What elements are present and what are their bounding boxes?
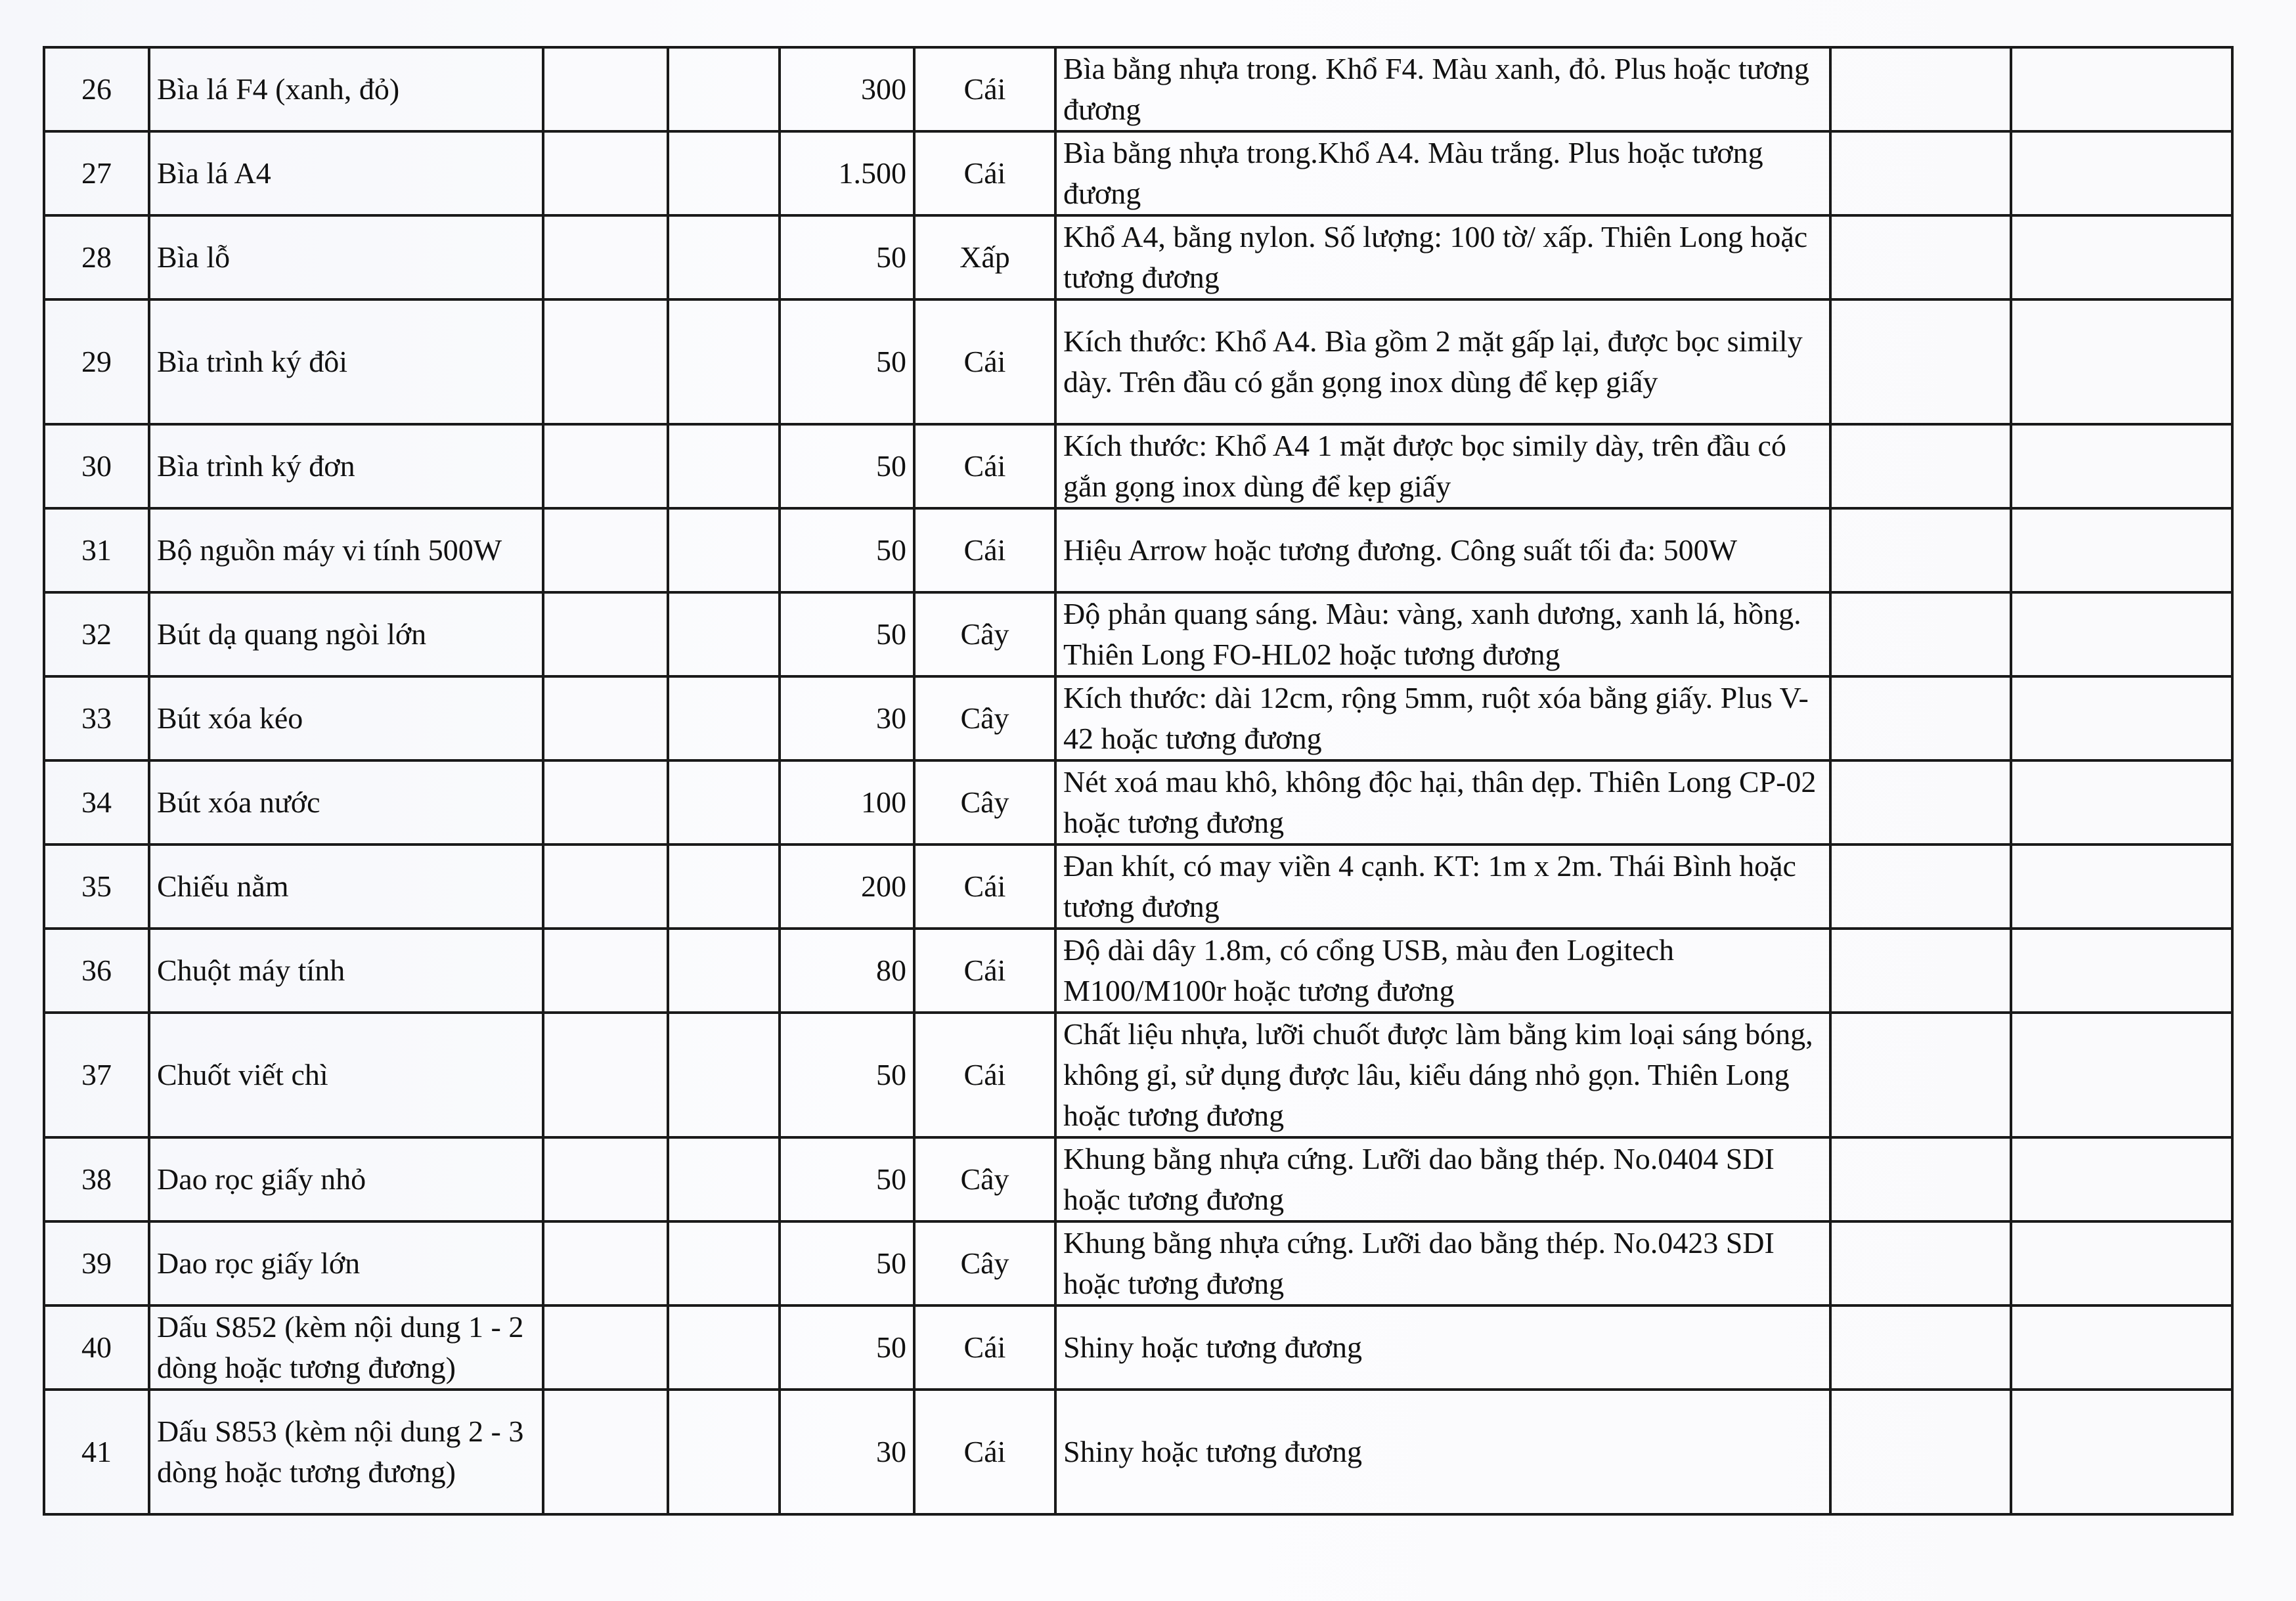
empty-cell bbox=[1830, 508, 2011, 592]
quantity-cell: 300 bbox=[780, 47, 914, 131]
unit-cell: Cái bbox=[914, 1305, 1055, 1390]
table-row bbox=[44, 1013, 2232, 1137]
row-number-cell: 40 bbox=[44, 1305, 149, 1390]
unit-cell: Cây bbox=[914, 1137, 1055, 1221]
specification-cell: Độ dài dây 1.8m, có cổng USB, màu đen Logitech M100/M100r hoặc tương đương bbox=[1055, 929, 1830, 1013]
table-row bbox=[44, 844, 2232, 929]
empty-cell bbox=[1830, 424, 2011, 508]
empty-cell bbox=[543, 760, 668, 844]
quantity-cell: 50 bbox=[780, 299, 914, 424]
row-number-cell: 29 bbox=[44, 299, 149, 424]
unit-cell: Cây bbox=[914, 1221, 1055, 1305]
item-name-cell: Chiếu nằm bbox=[149, 844, 543, 929]
item-name-cell: Bìa lỗ bbox=[149, 215, 543, 299]
specification-cell: Khung bằng nhựa cứng. Lưỡi dao bằng thép. No.0423 SDI hoặc tương đương bbox=[1055, 1221, 1830, 1305]
item-name-cell: Bút xóa kéo bbox=[149, 676, 543, 760]
unit-cell: Cái bbox=[914, 1013, 1055, 1137]
row-number-cell: 35 bbox=[44, 844, 149, 929]
empty-cell bbox=[2011, 215, 2232, 299]
quantity-cell: 200 bbox=[780, 844, 914, 929]
empty-cell bbox=[668, 215, 780, 299]
quantity-cell: 50 bbox=[780, 508, 914, 592]
unit-cell: Cây bbox=[914, 760, 1055, 844]
table-row bbox=[44, 592, 2232, 676]
table-row bbox=[44, 508, 2232, 592]
empty-cell bbox=[543, 1305, 668, 1390]
table-row bbox=[44, 299, 2232, 424]
item-name-cell: Bộ nguồn máy vi tính 500W bbox=[149, 508, 543, 592]
empty-cell bbox=[2011, 299, 2232, 424]
empty-cell bbox=[543, 1013, 668, 1137]
specification-cell: Bìa bằng nhựa trong. Khổ F4. Màu xanh, đỏ. Plus hoặc tương đương bbox=[1055, 47, 1830, 131]
empty-cell bbox=[668, 299, 780, 424]
quantity-cell: 30 bbox=[780, 676, 914, 760]
unit-cell: Cái bbox=[914, 424, 1055, 508]
specification-cell: Khổ A4, bằng nylon. Số lượng: 100 tờ/ xấp. Thiên Long hoặc tương đương bbox=[1055, 215, 1830, 299]
empty-cell bbox=[1830, 1221, 2011, 1305]
item-name-cell: Dấu S853 (kèm nội dung 2 - 3 dòng hoặc tương đương) bbox=[149, 1390, 543, 1514]
quantity-cell: 80 bbox=[780, 929, 914, 1013]
specification-cell: Đan khít, có may viền 4 cạnh. KT: 1m x 2m. Thái Bình hoặc tương đương bbox=[1055, 844, 1830, 929]
item-name-cell: Bìa trình ký đơn bbox=[149, 424, 543, 508]
quantity-cell: 50 bbox=[780, 1221, 914, 1305]
specification-cell: Nét xoá mau khô, không độc hại, thân dẹp. Thiên Long CP-02 hoặc tương đương bbox=[1055, 760, 1830, 844]
empty-cell bbox=[1830, 1390, 2011, 1514]
empty-cell bbox=[1830, 929, 2011, 1013]
item-name-cell: Dấu S852 (kèm nội dung 1 - 2 dòng hoặc tương đương) bbox=[149, 1305, 543, 1390]
quantity-cell: 50 bbox=[780, 1013, 914, 1137]
unit-cell: Cái bbox=[914, 1390, 1055, 1514]
empty-cell bbox=[2011, 592, 2232, 676]
table-row bbox=[44, 424, 2232, 508]
empty-cell bbox=[2011, 1221, 2232, 1305]
empty-cell bbox=[2011, 1305, 2232, 1390]
empty-cell bbox=[1830, 676, 2011, 760]
empty-cell bbox=[543, 592, 668, 676]
item-name-cell: Chuột máy tính bbox=[149, 929, 543, 1013]
empty-cell bbox=[543, 1137, 668, 1221]
specification-cell: Kích thước: Khổ A4 1 mặt được bọc simily dày, trên đầu có gắn gọng inox dùng để kẹp giấy bbox=[1055, 424, 1830, 508]
empty-cell bbox=[543, 676, 668, 760]
empty-cell bbox=[1830, 760, 2011, 844]
specification-cell: Khung bằng nhựa cứng. Lưỡi dao bằng thép. No.0404 SDI hoặc tương đương bbox=[1055, 1137, 1830, 1221]
empty-cell bbox=[668, 1305, 780, 1390]
empty-cell bbox=[1830, 844, 2011, 929]
empty-cell bbox=[668, 47, 780, 131]
specification-cell: Hiệu Arrow hoặc tương đương. Công suất tối đa: 500W bbox=[1055, 508, 1830, 592]
empty-cell bbox=[668, 760, 780, 844]
quantity-cell: 100 bbox=[780, 760, 914, 844]
row-number-cell: 27 bbox=[44, 131, 149, 215]
item-name-cell: Bút xóa nước bbox=[149, 760, 543, 844]
empty-cell bbox=[543, 1221, 668, 1305]
empty-cell bbox=[543, 131, 668, 215]
specification-cell: Kích thước: Khổ A4. Bìa gồm 2 mặt gấp lại, được bọc simily dày. Trên đầu có gắn gọng inox dùng để kẹp giấy bbox=[1055, 299, 1830, 424]
row-number-cell: 36 bbox=[44, 929, 149, 1013]
quantity-cell: 50 bbox=[780, 1305, 914, 1390]
empty-cell bbox=[668, 424, 780, 508]
quantity-cell: 1.500 bbox=[780, 131, 914, 215]
row-number-cell: 31 bbox=[44, 508, 149, 592]
quantity-cell: 50 bbox=[780, 1137, 914, 1221]
empty-cell bbox=[543, 844, 668, 929]
table-row bbox=[44, 1390, 2232, 1514]
empty-cell bbox=[668, 929, 780, 1013]
item-name-cell: Dao rọc giấy nhỏ bbox=[149, 1137, 543, 1221]
empty-cell bbox=[543, 929, 668, 1013]
table-row bbox=[44, 929, 2232, 1013]
empty-cell bbox=[1830, 1013, 2011, 1137]
row-number-cell: 33 bbox=[44, 676, 149, 760]
empty-cell bbox=[2011, 131, 2232, 215]
specification-cell: Độ phản quang sáng. Màu: vàng, xanh dương, xanh lá, hồng. Thiên Long FO-HL02 hoặc tương đương bbox=[1055, 592, 1830, 676]
empty-cell bbox=[1830, 215, 2011, 299]
unit-cell: Cái bbox=[914, 508, 1055, 592]
empty-cell bbox=[668, 131, 780, 215]
table-row bbox=[44, 1221, 2232, 1305]
unit-cell: Cây bbox=[914, 676, 1055, 760]
row-number-cell: 38 bbox=[44, 1137, 149, 1221]
empty-cell bbox=[1830, 47, 2011, 131]
empty-cell bbox=[668, 1390, 780, 1514]
quantity-cell: 50 bbox=[780, 592, 914, 676]
empty-cell bbox=[2011, 508, 2232, 592]
table-row bbox=[44, 131, 2232, 215]
table-row bbox=[44, 215, 2232, 299]
row-number-cell: 30 bbox=[44, 424, 149, 508]
item-name-cell: Bìa lá A4 bbox=[149, 131, 543, 215]
row-number-cell: 37 bbox=[44, 1013, 149, 1137]
table-row bbox=[44, 47, 2232, 131]
empty-cell bbox=[543, 215, 668, 299]
empty-cell bbox=[543, 47, 668, 131]
item-name-cell: Bìa lá F4 (xanh, đỏ) bbox=[149, 47, 543, 131]
item-name-cell: Bút dạ quang ngòi lớn bbox=[149, 592, 543, 676]
row-number-cell: 32 bbox=[44, 592, 149, 676]
empty-cell bbox=[1830, 1305, 2011, 1390]
table-row bbox=[44, 1137, 2232, 1221]
empty-cell bbox=[2011, 1390, 2232, 1514]
empty-cell bbox=[668, 1221, 780, 1305]
empty-cell bbox=[1830, 1137, 2011, 1221]
table-row bbox=[44, 760, 2232, 844]
table-row bbox=[44, 1305, 2232, 1390]
empty-cell bbox=[1830, 131, 2011, 215]
empty-cell bbox=[543, 424, 668, 508]
empty-cell bbox=[668, 508, 780, 592]
empty-cell bbox=[668, 592, 780, 676]
empty-cell bbox=[1830, 299, 2011, 424]
unit-cell: Cái bbox=[914, 844, 1055, 929]
specification-cell: Bìa bằng nhựa trong.Khổ A4. Màu trắng. Plus hoặc tương đương bbox=[1055, 131, 1830, 215]
item-name-cell: Chuốt viết chì bbox=[149, 1013, 543, 1137]
unit-cell: Xấp bbox=[914, 215, 1055, 299]
row-number-cell: 26 bbox=[44, 47, 149, 131]
empty-cell bbox=[2011, 424, 2232, 508]
empty-cell bbox=[668, 844, 780, 929]
specification-cell: Kích thước: dài 12cm, rộng 5mm, ruột xóa bằng giấy. Plus V-42 hoặc tương đương bbox=[1055, 676, 1830, 760]
unit-cell: Cái bbox=[914, 299, 1055, 424]
row-number-cell: 41 bbox=[44, 1390, 149, 1514]
empty-cell bbox=[543, 299, 668, 424]
unit-cell: Cây bbox=[914, 592, 1055, 676]
table-body bbox=[44, 47, 2232, 1514]
empty-cell bbox=[668, 1137, 780, 1221]
empty-cell bbox=[2011, 844, 2232, 929]
empty-cell bbox=[1830, 592, 2011, 676]
item-name-cell: Dao rọc giấy lớn bbox=[149, 1221, 543, 1305]
unit-cell: Cái bbox=[914, 47, 1055, 131]
procurement-table bbox=[43, 46, 2234, 1516]
specification-cell: Shiny hoặc tương đương bbox=[1055, 1305, 1830, 1390]
empty-cell bbox=[2011, 760, 2232, 844]
specification-cell: Chất liệu nhựa, lưỡi chuốt được làm bằng kim loại sáng bóng, không gỉ, sử dụng được lâu, kiểu dáng nhỏ gọn. Thiên Long hoặc tương đương bbox=[1055, 1013, 1830, 1137]
quantity-cell: 50 bbox=[780, 215, 914, 299]
empty-cell bbox=[543, 1390, 668, 1514]
empty-cell bbox=[2011, 1137, 2232, 1221]
row-number-cell: 28 bbox=[44, 215, 149, 299]
quantity-cell: 30 bbox=[780, 1390, 914, 1514]
unit-cell: Cái bbox=[914, 131, 1055, 215]
empty-cell bbox=[543, 508, 668, 592]
empty-cell bbox=[2011, 929, 2232, 1013]
empty-cell bbox=[2011, 1013, 2232, 1137]
specification-cell: Shiny hoặc tương đương bbox=[1055, 1390, 1830, 1514]
item-name-cell: Bìa trình ký đôi bbox=[149, 299, 543, 424]
empty-cell bbox=[2011, 676, 2232, 760]
quantity-cell: 50 bbox=[780, 424, 914, 508]
table-row bbox=[44, 676, 2232, 760]
empty-cell bbox=[2011, 47, 2232, 131]
empty-cell bbox=[668, 1013, 780, 1137]
unit-cell: Cái bbox=[914, 929, 1055, 1013]
row-number-cell: 34 bbox=[44, 760, 149, 844]
row-number-cell: 39 bbox=[44, 1221, 149, 1305]
empty-cell bbox=[668, 676, 780, 760]
